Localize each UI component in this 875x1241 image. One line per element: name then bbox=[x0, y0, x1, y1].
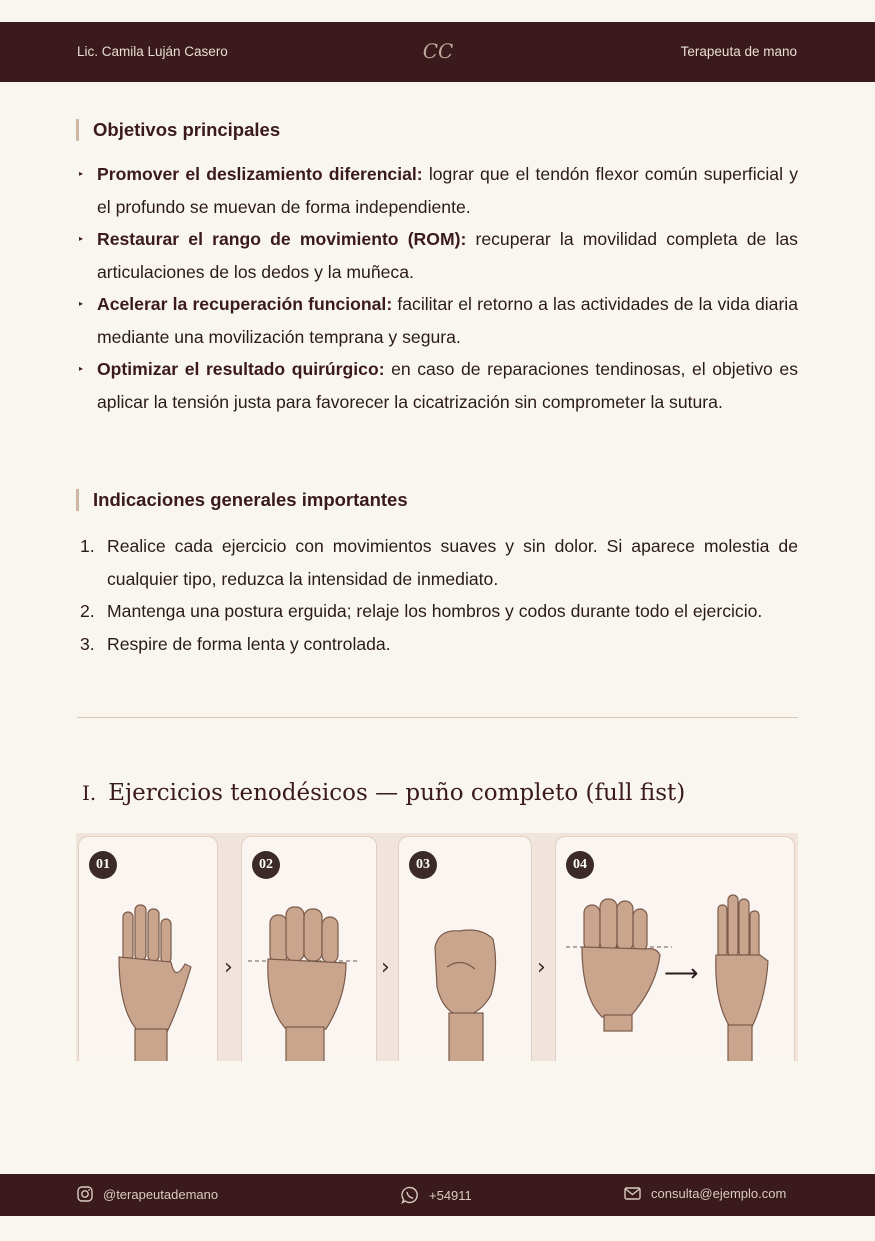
item-text: Mantenga una postura erguida; relaje los hombros y codos durante todo el ejercicio. bbox=[107, 601, 763, 621]
whatsapp-contact[interactable] bbox=[401, 1186, 472, 1204]
instagram-contact[interactable] bbox=[77, 1186, 218, 1202]
header-bar bbox=[0, 22, 875, 82]
mail-icon bbox=[624, 1187, 641, 1200]
item-text: recuperar la movilidad completa de las articulaciones de los dedos y la muñeca. bbox=[97, 229, 798, 282]
item-number: 1. bbox=[80, 536, 95, 556]
item-heading: Promover el deslizamiento diferencial: bbox=[97, 164, 423, 184]
item-number: 3. bbox=[80, 633, 95, 654]
arrow-right-icon: ⟶ bbox=[664, 960, 699, 987]
email-contact[interactable] bbox=[624, 1186, 786, 1201]
step-badge: 03 bbox=[409, 851, 437, 879]
author-role: Terapeuta de mano bbox=[680, 44, 797, 59]
step-panel-4 bbox=[555, 836, 795, 1061]
item-text: Realice cada ejercicio con movimientos suaves y sin dolor. Si aparece molestia de cualquier tipo, reduzca la intensidad de inmediato. bbox=[107, 536, 798, 589]
list-item bbox=[77, 353, 798, 418]
item-heading: Acelerar la recuperación funcional: bbox=[97, 294, 393, 314]
exercise-illustration bbox=[76, 833, 798, 1061]
item-heading: Optimizar el resultado quirúrgico: bbox=[97, 359, 385, 379]
footer-bar bbox=[0, 1174, 875, 1216]
open-hand-icon bbox=[79, 837, 219, 1061]
step-panel-1 bbox=[78, 836, 218, 1061]
step-panel-3 bbox=[398, 836, 532, 1061]
instagram-handle: @terapeutademano bbox=[103, 1186, 219, 1202]
list-item bbox=[77, 223, 798, 288]
straight-fist-to-open-hand-icon bbox=[556, 837, 796, 1061]
step-badge: 02 bbox=[252, 851, 280, 879]
item-text: Respire de forma lenta y controlada. bbox=[107, 633, 391, 654]
chevron-right-icon: › bbox=[224, 955, 233, 980]
objetivos-list bbox=[77, 158, 798, 418]
email-address: consulta@ejemplo.com bbox=[651, 1186, 787, 1201]
chevron-right-icon: › bbox=[381, 955, 390, 980]
step-badge: 01 bbox=[89, 851, 117, 879]
chevron-right-icon: › bbox=[537, 955, 546, 980]
whatsapp-number: +54911 bbox=[429, 1187, 472, 1203]
hook-fist-hand-icon bbox=[242, 837, 378, 1061]
whatsapp-icon bbox=[401, 1186, 419, 1204]
section-divider bbox=[77, 717, 798, 718]
step-badge: 04 bbox=[566, 851, 594, 879]
item-number: 2. bbox=[80, 601, 95, 621]
step-panel-2 bbox=[241, 836, 377, 1061]
list-item bbox=[77, 288, 798, 353]
list-item bbox=[77, 530, 798, 595]
item-text: facilitar el retorno a las actividades de la vida diaria mediante una movilización temprana y segura. bbox=[97, 294, 798, 347]
section-title-indicaciones: Indicaciones generales importantes bbox=[76, 489, 408, 511]
item-text: lograr que el tendón flexor común superficial y el profundo se muevan de forma independiente. bbox=[97, 164, 799, 217]
author-name: Lic. Camila Luján Casero bbox=[77, 44, 228, 59]
list-item bbox=[77, 158, 798, 223]
instagram-icon bbox=[77, 1186, 93, 1202]
item-heading: Restaurar el rango de movimiento (ROM): bbox=[97, 229, 467, 249]
triangle-bullet-icon: ▸ bbox=[79, 169, 84, 178]
exercise-title bbox=[82, 780, 685, 806]
full-fist-hand-icon bbox=[399, 837, 533, 1061]
triangle-bullet-icon: ▸ bbox=[79, 234, 84, 243]
triangle-bullet-icon: ▸ bbox=[79, 299, 84, 308]
list-item bbox=[77, 595, 798, 628]
triangle-bullet-icon: ▸ bbox=[79, 364, 84, 373]
list-item bbox=[77, 628, 798, 661]
section-title-objetivos: Objetivos principales bbox=[76, 119, 280, 141]
exercise-index: I. bbox=[82, 781, 97, 805]
item-text: en caso de reparaciones tendinosas, el objetivo es aplicar la tensión justa para favorecer la cicatrización sin comprometer la sutura. bbox=[97, 359, 798, 412]
monogram-logo: CC bbox=[422, 39, 454, 63]
exercise-title-text: Ejercicios tenodésicos — puño completo (full fist) bbox=[108, 780, 686, 806]
indicaciones-list bbox=[77, 530, 798, 660]
